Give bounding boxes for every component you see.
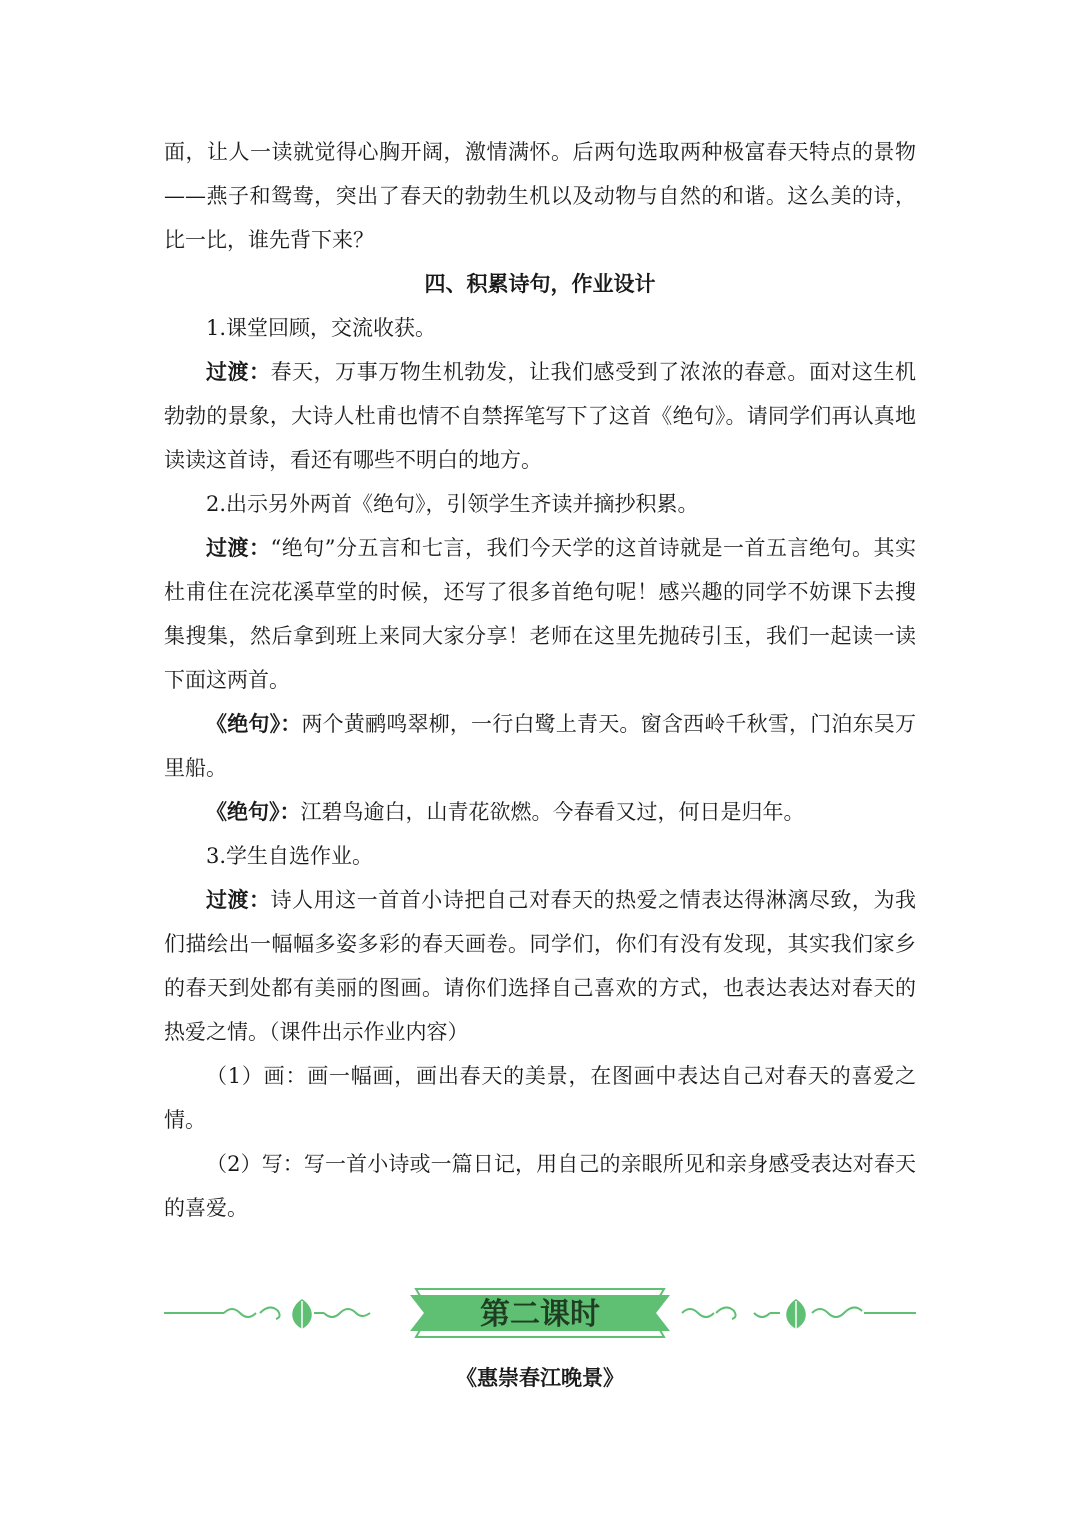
poem-paragraph: [164, 702, 916, 790]
poem-paragraph: [164, 790, 916, 834]
poem-label: 《绝句》：: [206, 711, 302, 736]
poem-text: 两个黄鹂鸣翠柳，一行白鹭上青天。窗含西岭千秋雪，门泊东吴万里船。: [164, 712, 916, 780]
list-item: 3.学生自选作业。: [206, 844, 374, 868]
next-lesson-title: 《惠崇春江晚景》: [456, 1365, 624, 1390]
banner-label: 第二课时: [480, 1297, 600, 1332]
vine-ornament-left: [164, 1307, 370, 1319]
transition-label: 过渡：: [206, 359, 271, 384]
lesson-banner-graphic: [164, 1285, 916, 1341]
transition-paragraph: [164, 350, 916, 482]
transition-text: 春天，万事万物生机勃发，让我们感受到了浓浓的春意。面对这生机勃勃的景象，大诗人杜甫也情不自禁挥笔写下了这首《绝句》。请同学们再认真地读读这首诗，看还有哪些不明白的地方。: [164, 360, 916, 472]
poem-text: 江碧鸟逾白，山青花欲燃。今春看又过，何日是归年。: [300, 800, 805, 824]
transition-paragraph: [164, 878, 916, 1054]
lesson-banner: [164, 1285, 916, 1341]
poem-label: 《绝句》：: [206, 799, 301, 824]
document-body: [164, 130, 916, 1230]
transition-label: 过渡：: [206, 887, 271, 912]
list-item: 1.课堂回顾，交流收获。: [206, 316, 437, 340]
task-item: （1）画：画一幅画，画出春天的美景，在图画中表达自己对春天的喜爱之情。: [164, 1064, 916, 1132]
transition-paragraph: [164, 526, 916, 702]
transition-label: 过渡：: [206, 535, 271, 560]
transition-text: “绝句”分五言和七言，我们今天学的这首诗就是一首五言绝句。其实杜甫住在浣花溪草堂的时候，还写了很多首绝句呢！感兴趣的同学不妨课下去搜集搜集，然后拿到班上来同大家分享！老师在这里先抛砖引玉，我们一起读一读下面这两首。: [164, 536, 916, 692]
task-item: （2）写：写一首小诗或一篇日记，用自己的亲眼所见和亲身感受表达对春天的喜爱。: [164, 1152, 916, 1220]
section-heading: 四、积累诗句，作业设计: [424, 271, 656, 296]
transition-text: 诗人用这一首首小诗把自己对春天的热爱之情表达得淋漓尽致，为我们描绘出一幅幅多姿多彩的春天画卷。同学们，你们有没有发现，其实我们家乡的春天到处都有美丽的图画。请你们选择自己喜欢的方式，也表达表达对春天的热爱之情。（课件出示作业内容）: [164, 888, 916, 1044]
list-item: 2.出示另外两首《绝句》，引领学生齐读并摘抄积累。: [206, 492, 699, 516]
leaf-icon: [292, 1299, 312, 1329]
leaf-icon: [786, 1299, 806, 1329]
paragraph-intro: 面，让人一读就觉得心胸开阔，激情满怀。后两句选取两种极富春天特点的景物——燕子和鸳鸯，突出了春天的勃勃生机以及动物与自然的和谐。这么美的诗，比一比，谁先背下来？: [164, 140, 916, 252]
